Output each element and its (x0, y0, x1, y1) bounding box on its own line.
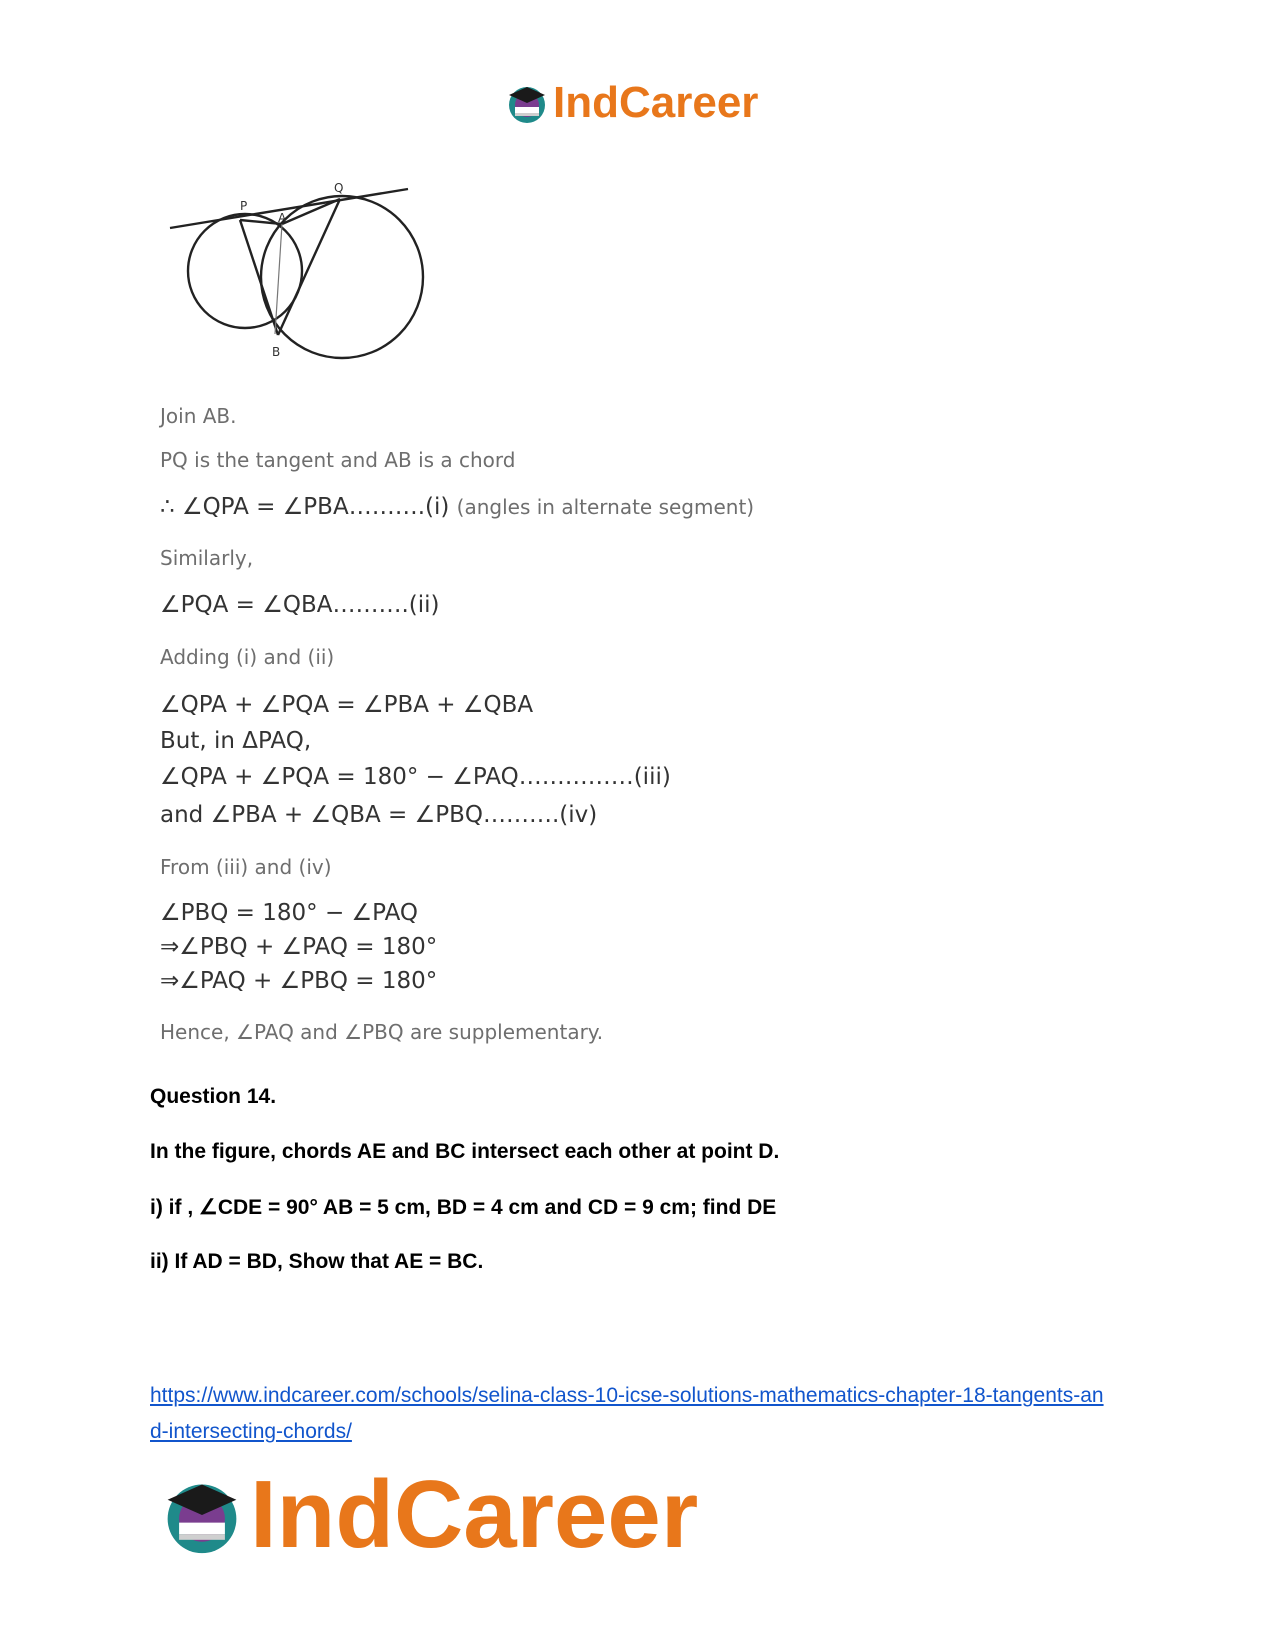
solution-line: Adding (i) and (ii) (160, 645, 335, 669)
label-q: Q (334, 181, 344, 195)
question-part-1: i) if , ∠CDE = 90° AB = 5 cm, BD = 4 cm and CD = 9 cm; find DE (150, 1196, 777, 1219)
label-b: B (272, 345, 281, 359)
footer-logo (160, 1460, 698, 1570)
label-a: A (278, 211, 287, 225)
graduation-cap-icon (505, 81, 549, 125)
segment-bq (278, 199, 340, 335)
question-title: Question 14. (150, 1085, 277, 1108)
small-circle (188, 214, 302, 328)
equation-text: ∴ ∠QPA = ∠PBA……….(i) (160, 494, 450, 520)
equation-line: ⇒∠PBQ + ∠PAQ = 180° (160, 934, 438, 960)
tangent-circles-figure (160, 180, 440, 375)
equation-line: But, in ΔPAQ, (160, 728, 312, 754)
solution-line: Join AB. (160, 404, 237, 428)
equation-line: ⇒∠PAQ + ∠PBQ = 180° (160, 968, 438, 994)
solution-conclusion: Hence, ∠PAQ and ∠PBQ are supplementary. (160, 1020, 604, 1044)
solution-line: Similarly, (160, 546, 254, 570)
equation-line: ∠QPA + ∠PQA = ∠PBA + ∠QBA (160, 692, 534, 718)
equation-line: ∠PBQ = 180° − ∠PAQ (160, 900, 419, 926)
solution-line: From (iii) and (iv) (160, 855, 332, 879)
header-logo (505, 78, 758, 128)
question-part-2: ii) If AD = BD, Show that AE = BC. (150, 1250, 484, 1273)
logo-wordmark: IndCareer (250, 1461, 699, 1568)
label-p: P (240, 199, 248, 213)
equation-line: ∠QPA + ∠PQA = 180° − ∠PAQ……………(iii) (160, 764, 671, 790)
equation-line: and ∠PBA + ∠QBA = ∠PBQ……….(iv) (160, 802, 598, 828)
question-text: In the figure, chords AE and BC intersect each other at point D. (150, 1140, 780, 1163)
source-link[interactable]: https://www.indcareer.com/schools/selina-class-10-icse-solutions-mathematics-chapter-18-tangents-and-intersecting-chords/ (150, 1384, 1104, 1443)
equation-line (160, 494, 754, 520)
solution-line: PQ is the tangent and AB is a chord (160, 448, 516, 472)
graduation-cap-icon (160, 1473, 244, 1557)
equation-line: ∠PQA = ∠QBA……….(ii) (160, 592, 440, 618)
logo-wordmark: IndCareer (553, 78, 759, 127)
equation-note: (angles in alternate segment) (456, 495, 755, 519)
